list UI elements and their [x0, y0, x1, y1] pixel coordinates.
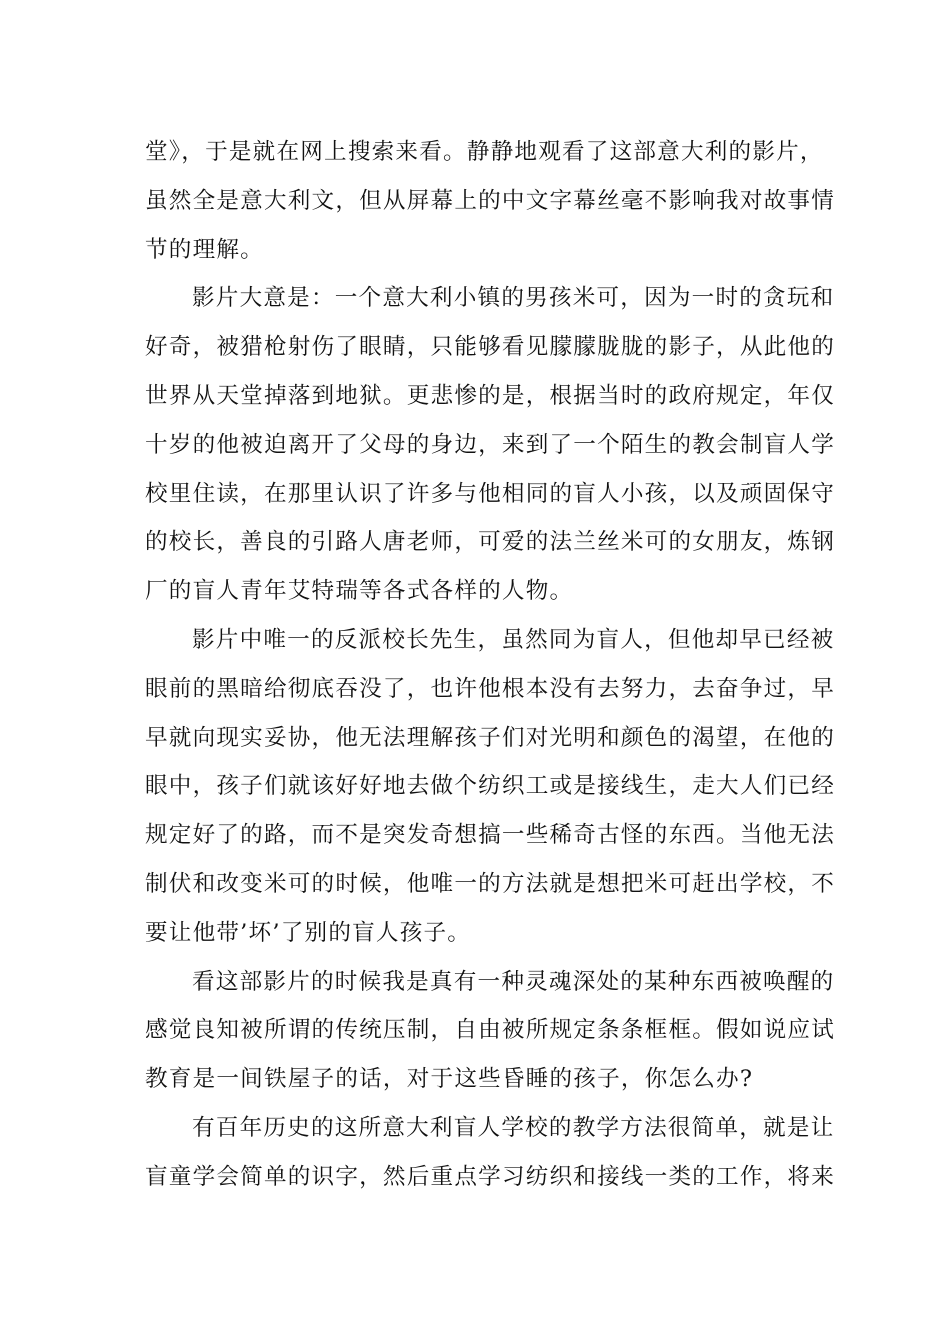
paragraph-3: [145, 616, 836, 958]
text-line: 眼前的黑暗给彻底吞没了，也许他根本没有去努力，去奋争过，早: [145, 675, 836, 702]
text-line: 制伏和改变米可的时候，他唯一的方法就是想把米可赶出学校，不: [145, 870, 836, 897]
text-line: 十岁的他被迫离开了父母的身边，来到了一个陌生的教会制盲人学: [145, 431, 836, 458]
paragraph-1: [145, 128, 836, 274]
text-line: 感觉良知被所谓的传统压制，自由被所规定条条框框。假如说应试: [145, 1017, 836, 1044]
text-line: 有百年历史的这所意大利盲人学校的教学方法很简单，就是让: [192, 1114, 835, 1141]
text-line: 教育是一间铁屋子的话，对于这些昏睡的孩子，你怎么办?: [145, 1066, 754, 1093]
text-line: 早就向现实妥协，他无法理解孩子们对光明和颜色的渴望，在他的: [145, 724, 836, 751]
document-body: [145, 128, 836, 1202]
paragraph-2: [145, 274, 836, 616]
paragraph-4: [145, 958, 836, 1104]
text-line: 节的理解。: [145, 236, 264, 263]
text-line: 影片中唯一的反派校长先生，虽然同为盲人，但他却早已经被: [192, 626, 835, 653]
text-line: 眼中，孩子们就该好好地去做个纺织工或是接线生，走大人们已经: [145, 773, 836, 800]
text-line: 要让他带’坏’了别的盲人孩子。: [145, 919, 472, 946]
text-line: 看这部影片的时候我是真有一种灵魂深处的某种东西被唤醒的: [192, 968, 835, 995]
text-line: 校里住读，在那里认识了许多与他相同的盲人小孩，以及顽固保守: [145, 480, 836, 507]
text-line: 影片大意是：一个意大利小镇的男孩米可，因为一时的贪玩和: [192, 285, 835, 312]
text-line: 的校长，善良的引路人唐老师，可爱的法兰丝米可的女朋友，炼钢: [145, 529, 836, 556]
text-line: 世界从天堂掉落到地狱。更悲惨的是，根据当时的政府规定，年仅: [145, 382, 836, 409]
text-line: 堂》，于是就在网上搜索来看。静静地观看了这部意大利的影片，: [145, 139, 824, 165]
text-line: 厂的盲人青年艾特瑞等各式各样的人物。: [145, 578, 574, 605]
text-line: 规定好了的路，而不是突发奇想搞一些稀奇古怪的东西。当他无法: [145, 822, 836, 849]
text-line: 盲童学会简单的识字，然后重点学习纺织和接线一类的工作，将来: [145, 1163, 836, 1190]
text-line: 好奇，被猎枪射伤了眼睛，只能够看见朦朦胧胧的影子，从此他的: [145, 334, 836, 361]
text-line: 虽然全是意大利文，但从屏幕上的中文字幕丝毫不影响我对故事情: [145, 187, 836, 214]
paragraph-5: [145, 1104, 836, 1202]
